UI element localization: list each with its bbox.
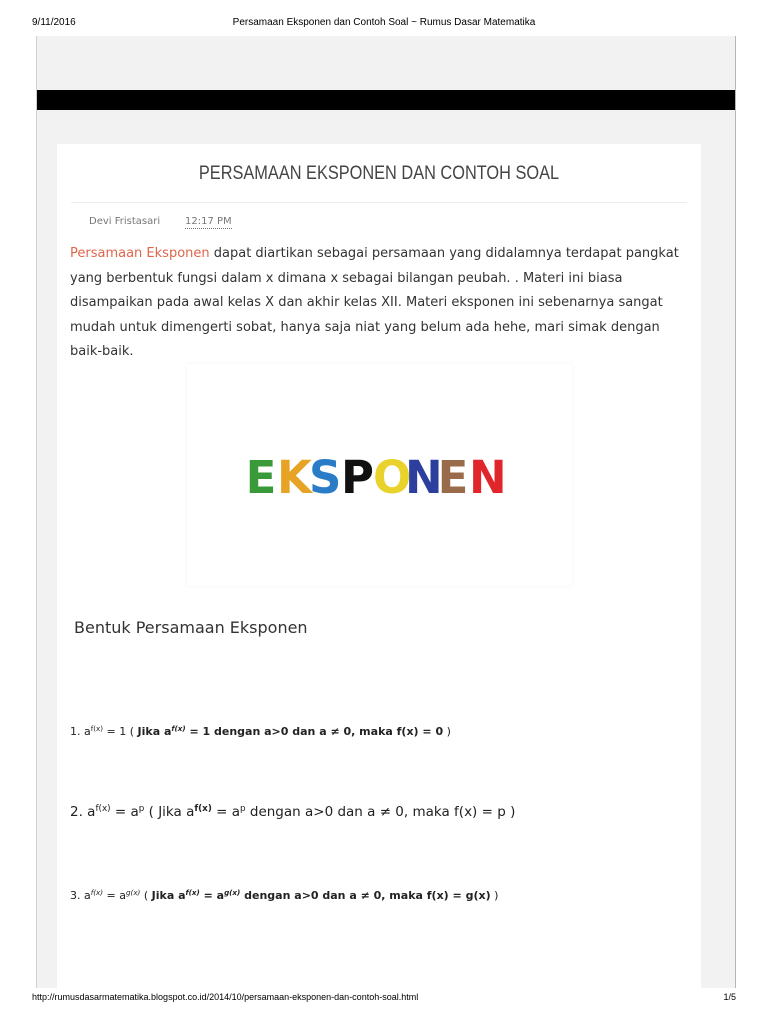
intro-paragraph — [70, 242, 690, 365]
formula-text: Jika a — [151, 889, 186, 902]
formula-text: dengan a>0 dan a ≠ 0, — [245, 804, 413, 820]
formula-text: ) — [490, 889, 499, 902]
formula-text: = a — [199, 889, 225, 902]
navigation-bar — [37, 90, 735, 110]
logo-letter: N — [405, 451, 443, 504]
logo-letter: P — [341, 451, 374, 504]
page-frame — [36, 36, 736, 988]
logo-letter: K — [277, 451, 312, 504]
section-heading: Bentuk Persamaan Eksponen — [74, 618, 308, 637]
post-title[interactable]: PERSAMAAN EKSPONEN DAN CONTOH SOAL — [198, 163, 560, 184]
formula-exponent: f(x) — [194, 804, 212, 815]
formula-exponent: p — [240, 804, 246, 815]
formula-text: ( — [144, 804, 159, 820]
intro-link[interactable]: Persamaan Eksponen — [70, 246, 210, 261]
formula-text: ) — [443, 725, 451, 738]
logo-letter: E — [437, 451, 469, 504]
formula-exponent: g(x) — [126, 888, 141, 898]
eksponen-logo-image — [187, 364, 572, 586]
logo-letters — [245, 450, 507, 506]
intro-text: dapat diartikan sebagai persamaan yang didalamnya terdapat pangkat yang berbentuk fungsi dalam x dimana x sebagai bilangan peubah. . Materi ini biasa disampaikan pada awal kelas X dan akhir kelas XII. Materi eksponen ini sebenarnya sangat mudah untuk dimengerti sobat, hanya saja niat yang belum ada hehe, mari simak dengan baik-baik. — [70, 246, 679, 359]
print-date: 9/11/2016 — [32, 17, 76, 28]
formula-exponent: f(x) — [95, 804, 111, 815]
formula-text: = a — [211, 804, 240, 820]
logo-letter: S — [309, 451, 342, 504]
formula-text: ( — [140, 889, 152, 902]
formula-text: 1. a — [70, 725, 91, 738]
formula-text: 2. a — [70, 804, 96, 820]
formula-text: = a — [110, 804, 139, 820]
post-card — [57, 144, 701, 988]
print-footer — [0, 992, 768, 1012]
formula-text: Jika a — [158, 804, 195, 820]
formula-exponent: p — [138, 804, 145, 815]
formula-text: dengan a>0 dan a ≠ 0, maka f(x) = g(x) — [240, 889, 491, 902]
formula-text: = 1 dengan a>0 dan a ≠ 0, maka f(x) = 0 — [185, 725, 444, 738]
formula-exponent: f(x) — [90, 888, 104, 898]
formula-exponent: f(x) — [171, 724, 186, 734]
logo-letter: N — [469, 451, 507, 504]
formula-text: Jika a — [137, 725, 172, 738]
formula-3 — [70, 889, 498, 902]
formula-text: 3. a — [70, 889, 91, 902]
logo-letter: O — [373, 451, 412, 504]
title-divider — [71, 202, 687, 203]
post-time[interactable]: 12:17 PM — [185, 216, 232, 227]
print-header — [0, 0, 768, 28]
formula-1 — [70, 725, 451, 738]
logo-letter: E — [245, 451, 277, 504]
formula-text: ) — [505, 804, 516, 820]
post-author[interactable]: Devi Fristasari — [89, 216, 161, 227]
formula-exponent: f(x) — [90, 724, 104, 734]
formula-text: = 1 ( — [103, 725, 138, 738]
formula-exponent: f(x) — [185, 888, 200, 898]
print-page-number: 1/5 — [723, 992, 736, 1002]
print-page-title: Persamaan Eksponen dan Contoh Soal ~ Rumus Dasar Matematika — [232, 17, 536, 28]
print-url: http://rumusdasarmatematika.blogspot.co.id/2014/10/persamaan-eksponen-dan-contoh-soal.html — [32, 992, 419, 1002]
formula-text: = a — [103, 889, 126, 902]
formula-text: maka f(x) = p — [412, 804, 506, 820]
formula-2 — [70, 804, 515, 820]
formula-exponent: g(x) — [224, 888, 241, 898]
